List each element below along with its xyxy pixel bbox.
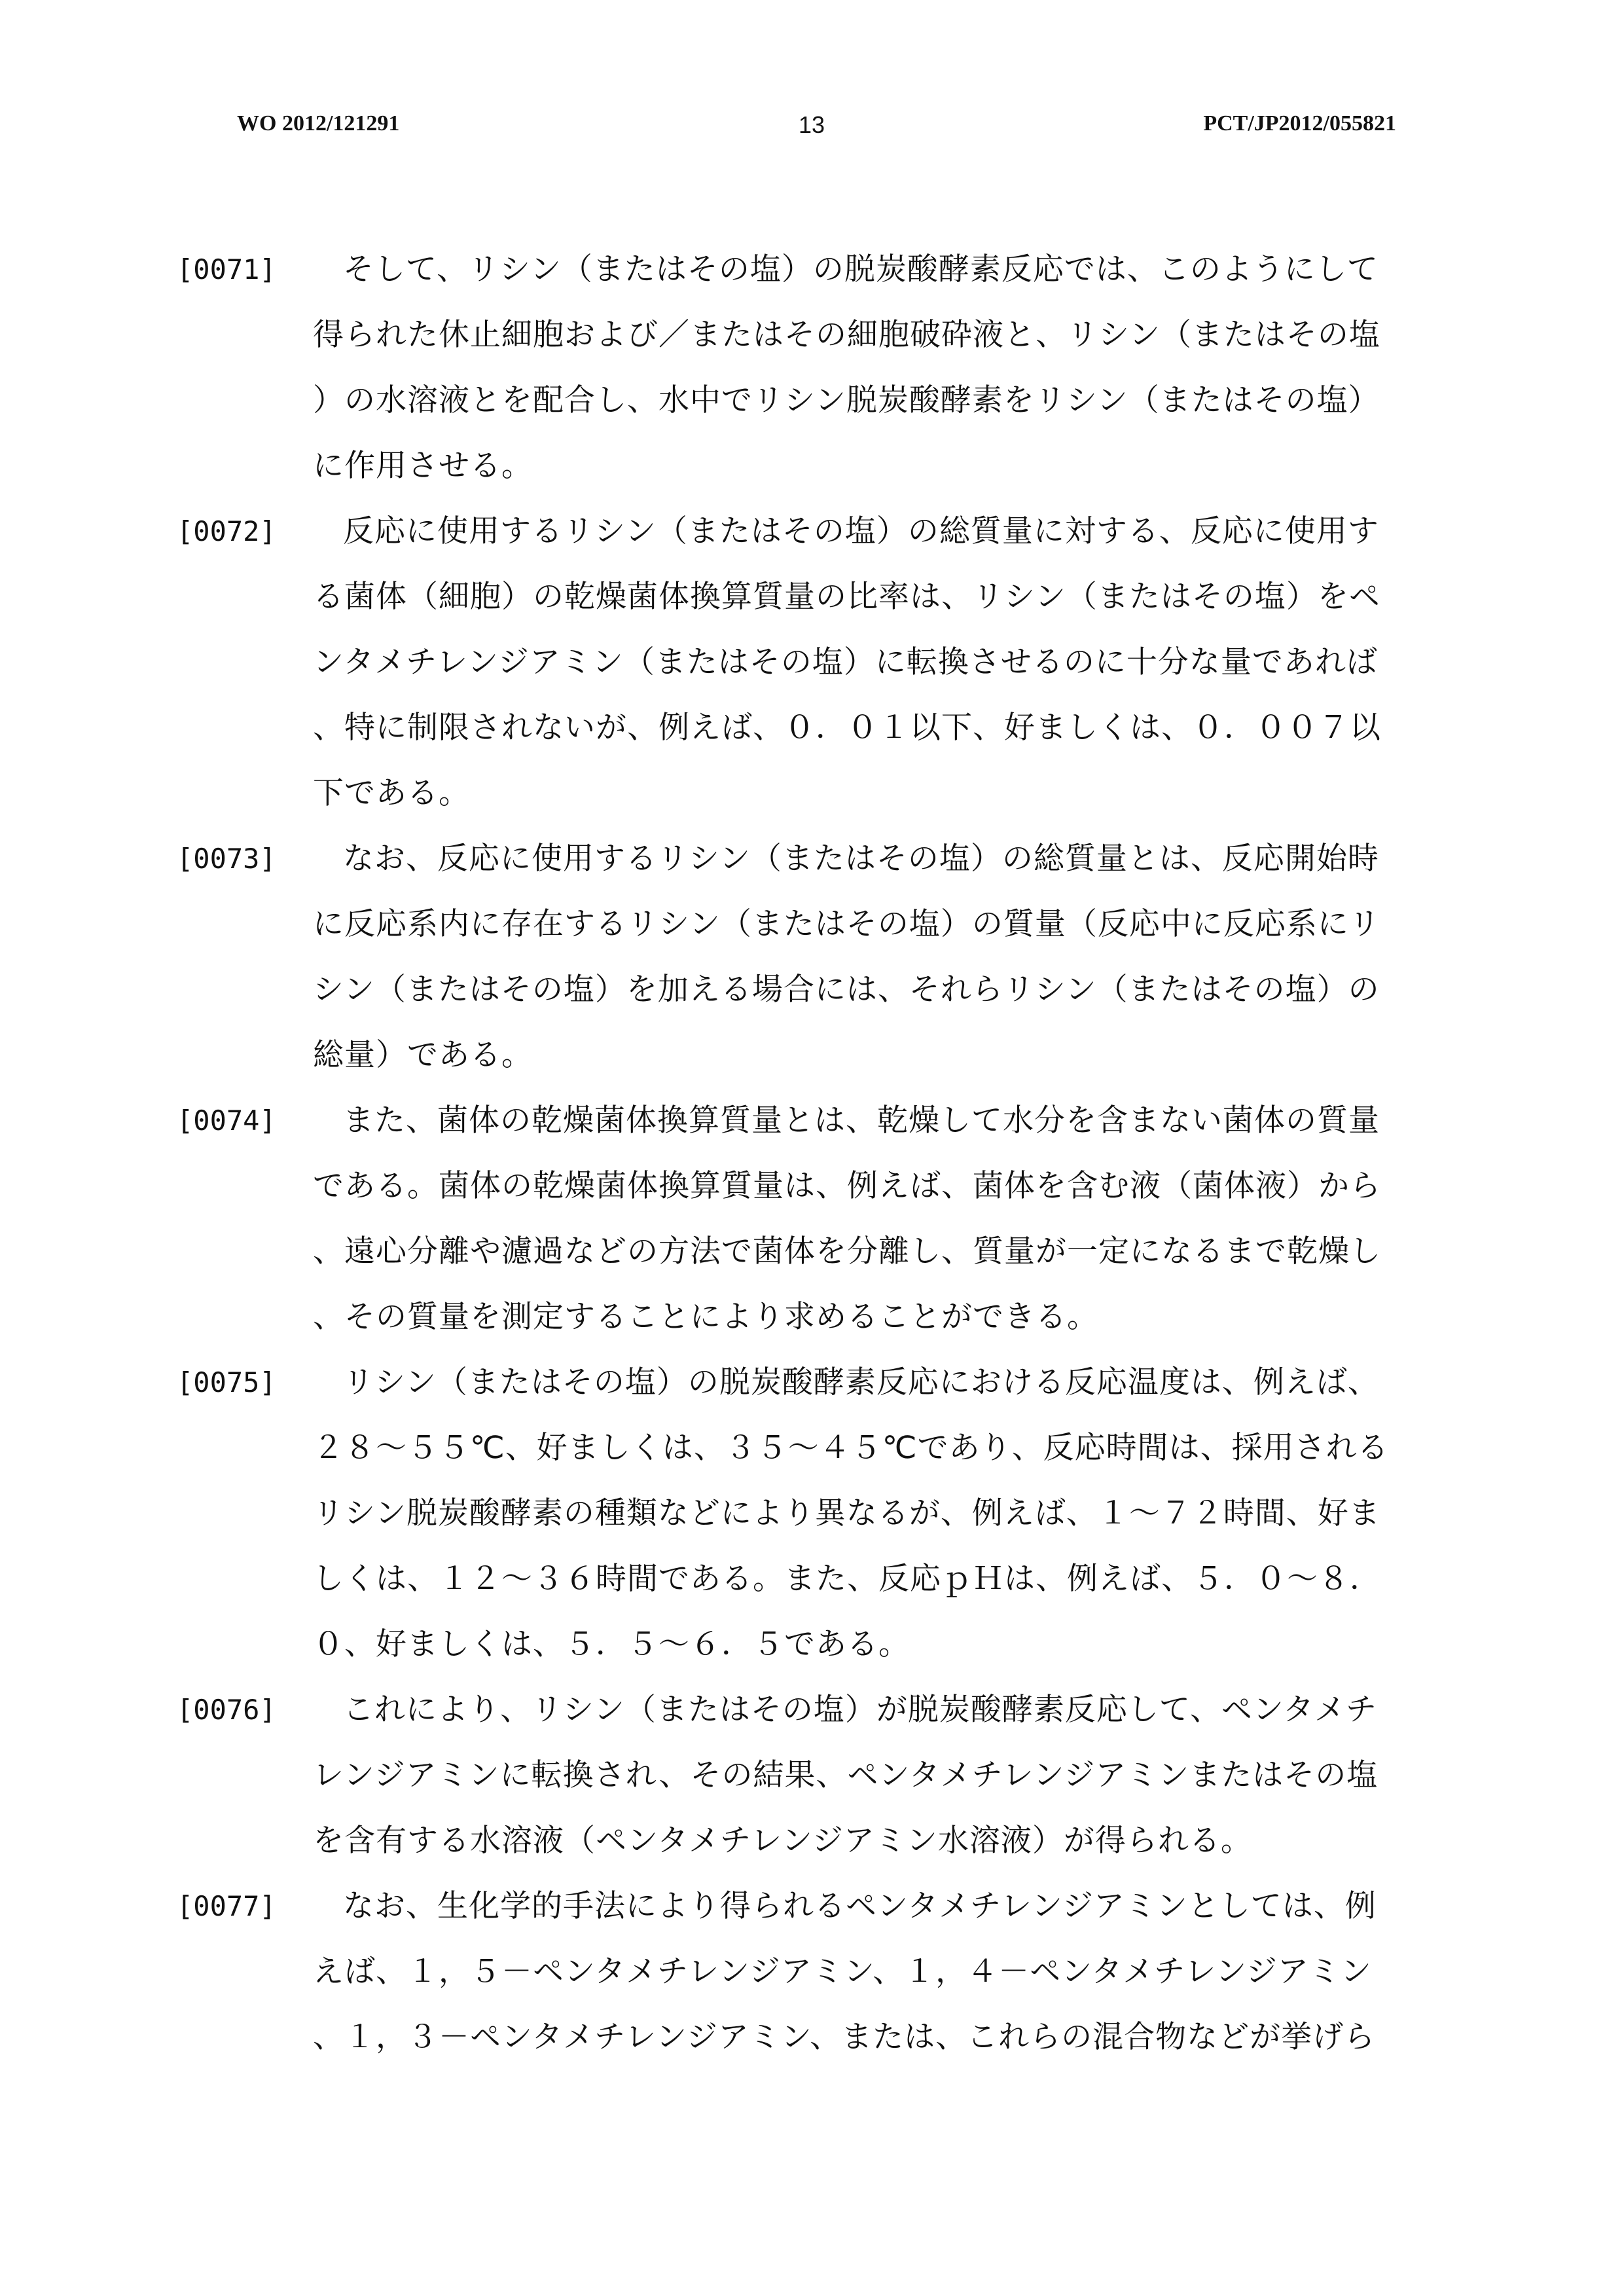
paragraph-number: [0071] — [177, 253, 276, 285]
paragraph-number: [0075] — [177, 1366, 276, 1398]
document-body — [0, 237, 1622, 2070]
page-header — [0, 111, 1622, 157]
paragraph-line: レンジアミンに転換され、その結果、ペンタメチレンジアミンまたはその塩 — [313, 1757, 1379, 1793]
publication-number: WO 2012/121291 — [237, 111, 400, 136]
application-number: PCT/JP2012/055821 — [1203, 111, 1396, 136]
page-number: 13 — [798, 111, 825, 138]
paragraph-line: リシン（またはその塩）の脱炭酸酵素反応における反応温度は、例えば、 — [343, 1364, 1379, 1400]
paragraph-line: ンタメチレンジアミン（またはその塩）に転換させるのに十分な量であれば — [313, 644, 1378, 680]
paragraph — [0, 499, 1622, 826]
paragraph — [0, 1350, 1622, 1677]
paragraph-number: [0072] — [177, 515, 276, 547]
paragraph-line: を含有する水溶液（ペンタメチレンジアミン水溶液）が得られる。 — [313, 1823, 1252, 1859]
paragraph-line: 反応に使用するリシン（またはその塩）の総質量に対する、反応に使用す — [343, 513, 1379, 549]
paragraph-line: に作用させる。 — [313, 448, 533, 484]
paragraph-line: そして、リシン（またはその塩）の脱炭酸酵素反応では、このようにして — [343, 251, 1379, 287]
paragraph-line: ）の水溶液とを配合し、水中でリシン脱炭酸酵素をリシン（またはその塩） — [313, 382, 1380, 418]
paragraph-line: 得られた休止細胞および／またはその細胞破砕液と、リシン（またはその塩 — [313, 317, 1380, 353]
paragraph — [0, 1874, 1622, 2070]
paragraph-line: る菌体（細胞）の乾燥菌体換算質量の比率は、リシン（またはその塩）をペ — [313, 579, 1380, 615]
paragraph-line: これにより、リシン（またはその塩）が脱炭酸酵素反応して、ペンタメチ — [343, 1692, 1378, 1728]
paragraph-line: に反応系内に存在するリシン（またはその塩）の質量（反応中に反応系にリ — [313, 906, 1380, 942]
paragraph-line: 、その質量を測定することにより求めることができる。 — [313, 1299, 1098, 1335]
paragraph-line: 、遠心分離や濾過などの方法で菌体を分離し、質量が一定になるまで乾燥し — [313, 1233, 1381, 1269]
paragraph — [0, 237, 1622, 499]
paragraph-line: 下である。 — [313, 775, 470, 811]
paragraph-line: えば、１，５－ペンタメチレンジアミン、１，４－ペンタメチレンジアミン — [313, 1954, 1372, 1990]
paragraph — [0, 826, 1622, 1088]
paragraph-number: [0074] — [177, 1104, 276, 1137]
paragraph-number: [0073] — [177, 843, 276, 875]
paragraph-line: なお、生化学的手法により得られるペンタメチレンジアミンとしては、例 — [343, 1888, 1377, 1924]
paragraph-line: しくは、１２～３６時間である。また、反応ｐＨは、例えば、５．０～８． — [313, 1561, 1381, 1597]
paragraph-line: ０、好ましくは、５．５～６．５である。 — [313, 1626, 910, 1662]
paragraph-line: 総量）である。 — [313, 1037, 533, 1073]
paragraph-line: リシン脱炭酸酵素の種類などにより異なるが、例えば、１～７２時間、好ま — [313, 1495, 1380, 1531]
paragraph-line: である。菌体の乾燥菌体換算質量は、例えば、菌体を含む液（菌体液）から — [313, 1168, 1381, 1204]
paragraph-line: シン（またはその塩）を加える場合には、それらリシン（またはその塩）の — [313, 972, 1380, 1008]
paragraph — [0, 1088, 1622, 1350]
paragraph-line: なお、反応に使用するリシン（またはその塩）の総質量とは、反応開始時 — [343, 841, 1379, 877]
paragraph-line: 、特に制限されないが、例えば、０．０１以下、好ましくは、０．００７以 — [313, 710, 1381, 746]
paragraph-line: ２８～５５℃、好ましくは、３５～４５℃であり、反応時間は、採用される — [313, 1430, 1389, 1466]
paragraph-line: 、１，３－ペンタメチレンジアミン、または、これらの混合物などが挙げら — [313, 2019, 1376, 2055]
paragraph — [0, 1677, 1622, 1874]
paragraph-number: [0076] — [177, 1694, 276, 1726]
paragraph-line: また、菌体の乾燥菌体換算質量とは、乾燥して水分を含まない菌体の質量 — [343, 1102, 1380, 1139]
paragraph-number: [0077] — [177, 1890, 276, 1922]
